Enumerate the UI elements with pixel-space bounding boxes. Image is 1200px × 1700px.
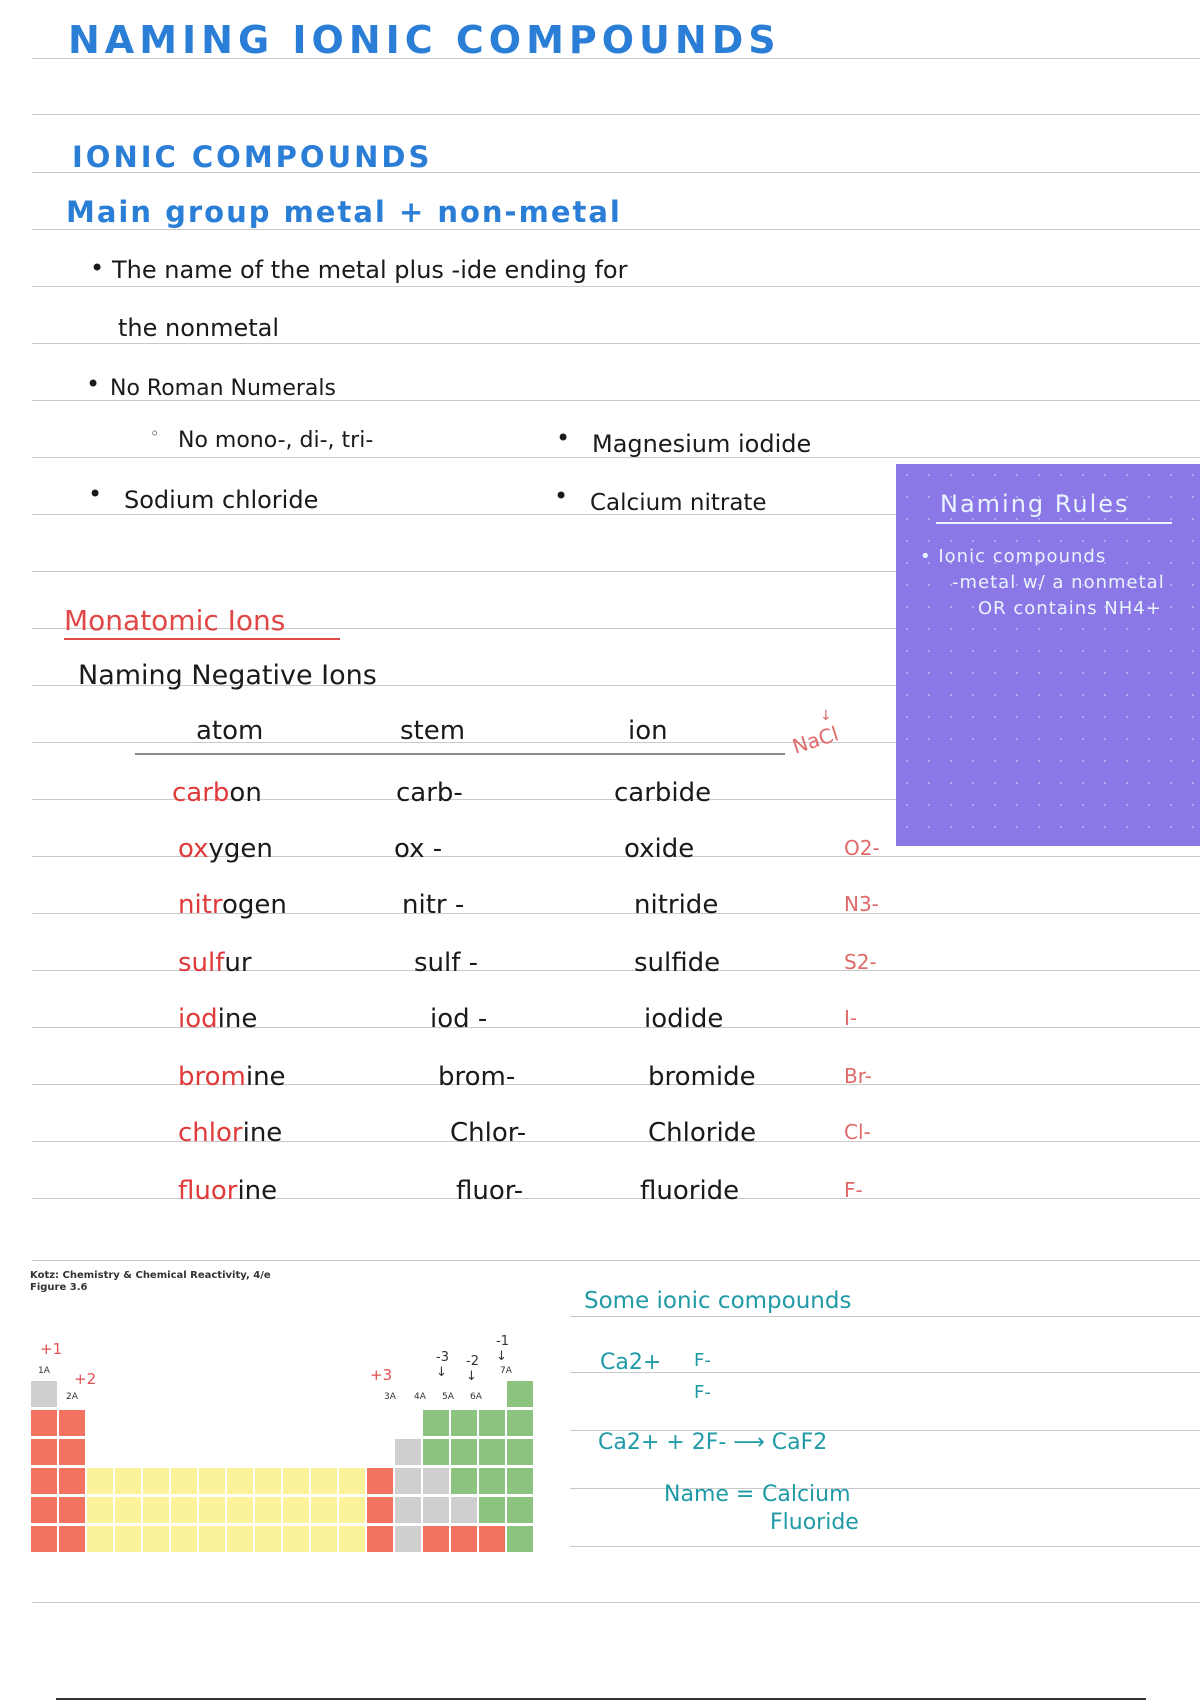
ion-row-atom xyxy=(178,1118,282,1148)
periodic-table-cell xyxy=(506,1525,534,1553)
ion-row-ion-name: sulfide xyxy=(634,948,721,978)
periodic-table-cell xyxy=(86,1525,114,1553)
ion-row-charge: N3- xyxy=(844,892,879,916)
ion-row-charge: Cl- xyxy=(844,1120,871,1144)
ion-row-stem: sulf - xyxy=(414,948,479,978)
ion-calcium: Ca2+ xyxy=(600,1350,662,1375)
notebook-rule xyxy=(32,286,1200,287)
notebook-rule xyxy=(32,1260,1200,1261)
notebook-rule xyxy=(32,114,1200,115)
periodic-table-cell xyxy=(30,1380,58,1408)
ion-row-charge: F- xyxy=(844,1178,863,1202)
periodic-table-cell xyxy=(114,1467,142,1495)
periodic-table-cell xyxy=(30,1467,58,1495)
ion-row-stem: brom- xyxy=(438,1062,516,1092)
atom-stem-part: brom xyxy=(178,1062,246,1092)
ion-row-ion-name: fluoride xyxy=(640,1176,740,1206)
notebook-rule xyxy=(32,229,1200,230)
periodic-table-cell xyxy=(366,1525,394,1553)
bullet-dot: • xyxy=(88,480,103,508)
periodic-table-cell xyxy=(170,1467,198,1495)
periodic-table-cell xyxy=(450,1438,478,1466)
atom-suffix-part: ine xyxy=(217,1004,258,1034)
periodic-table-cell xyxy=(310,1496,338,1524)
ion-row-ion-name: iodide xyxy=(644,1004,724,1034)
compound-name-fluoride: Fluoride xyxy=(770,1510,859,1535)
column-header-ion: ion xyxy=(628,716,668,746)
periodic-table-cell xyxy=(142,1467,170,1495)
annotation-plus3: +3 xyxy=(370,1366,393,1384)
atom-suffix-part: ur xyxy=(224,948,252,978)
ion-row-stem: fluor- xyxy=(456,1176,524,1206)
ion-row-stem: carb- xyxy=(396,778,463,808)
periodic-table-cell xyxy=(282,1525,310,1553)
periodic-table-cell xyxy=(254,1496,282,1524)
section-subheading-metal-nonmetal: Main group metal + non-metal xyxy=(66,195,622,229)
periodic-table-cell xyxy=(254,1467,282,1495)
periodic-table-caption xyxy=(30,1270,271,1294)
section-heading-monatomic-ions: Monatomic Ions xyxy=(64,604,286,637)
ion-fluoride-1: F- xyxy=(694,1350,711,1371)
group-label-1A: 1A xyxy=(38,1366,50,1376)
periodic-table-cell xyxy=(422,1409,450,1437)
periodic-table-cell xyxy=(366,1467,394,1495)
page-title: NAMING IONIC COMPOUNDS xyxy=(68,18,781,62)
periodic-table-cell xyxy=(506,1380,534,1408)
ion-row-ion-name: carbide xyxy=(614,778,712,808)
periodic-table-cell xyxy=(58,1496,86,1524)
ion-row-atom xyxy=(178,834,273,864)
periodic-table-cell xyxy=(478,1525,506,1553)
atom-suffix-part: ygen xyxy=(208,834,273,864)
example-calcium-nitrate: Calcium nitrate xyxy=(590,490,767,516)
bullet-text-line1: The name of the metal plus -ide ending for xyxy=(112,256,628,284)
periodic-table-cell xyxy=(478,1496,506,1524)
atom-stem-part: fluor xyxy=(178,1176,238,1206)
annotation-minus3: -3 ↓ xyxy=(436,1350,449,1380)
table-header-divider xyxy=(135,753,785,755)
atom-stem-part: chlor xyxy=(178,1118,243,1148)
periodic-table-cell xyxy=(422,1496,450,1524)
bullet-dot: • xyxy=(90,254,105,282)
annotation-minus1: -1 ↓ xyxy=(496,1334,509,1364)
periodic-table-cell xyxy=(394,1496,422,1524)
ion-row-atom xyxy=(178,1062,286,1092)
ion-row-ion-name: bromide xyxy=(648,1062,756,1092)
example-sodium-chloride: Sodium chloride xyxy=(124,486,319,514)
side-note-nacl: NaCl xyxy=(789,721,842,759)
group-label-4A: 4A xyxy=(414,1392,426,1402)
periodic-table-cell xyxy=(338,1496,366,1524)
bullet-dot: • xyxy=(556,424,571,452)
compound-name-calcium: Calcium xyxy=(762,1482,851,1507)
periodic-table-cell xyxy=(30,1496,58,1524)
periodic-table-cell xyxy=(114,1496,142,1524)
periodic-table-cell xyxy=(226,1496,254,1524)
caption-line-2: Figure 3.6 xyxy=(30,1282,88,1293)
ion-row-atom xyxy=(172,778,262,808)
notebook-rule xyxy=(32,343,1200,344)
periodic-table-cell xyxy=(170,1525,198,1553)
periodic-table-cell xyxy=(450,1467,478,1495)
annotation-plus2: +2 xyxy=(74,1370,97,1388)
sticky-line-1: • Ionic compounds xyxy=(920,546,1107,567)
periodic-table-cell xyxy=(338,1467,366,1495)
periodic-table-cell xyxy=(478,1438,506,1466)
column-header-stem: stem xyxy=(400,716,466,746)
atom-stem-part: carb xyxy=(172,778,230,808)
some-ionic-compounds-heading: Some ionic compounds xyxy=(584,1288,852,1314)
caption-line-1: Kotz: Chemistry & Chemical Reactivity, 4/e xyxy=(30,1270,271,1281)
ion-row-stem: ox - xyxy=(394,834,443,864)
atom-suffix-part: ogen xyxy=(222,890,287,920)
sticky-line-2: -metal w/ a nonmetal xyxy=(952,572,1165,593)
periodic-table-cell xyxy=(506,1496,534,1524)
annotation-plus1: +1 xyxy=(40,1340,63,1358)
atom-suffix-part: ine xyxy=(237,1176,278,1206)
periodic-table-cell xyxy=(450,1525,478,1553)
periodic-table-cell xyxy=(142,1525,170,1553)
periodic-table-cell xyxy=(422,1467,450,1495)
ion-row-stem: nitr - xyxy=(402,890,465,920)
periodic-table-cell xyxy=(86,1467,114,1495)
periodic-table-cell xyxy=(394,1438,422,1466)
ion-row-ion-name: Chloride xyxy=(648,1118,757,1148)
atom-suffix-part: ine xyxy=(245,1062,286,1092)
periodic-table-cell xyxy=(198,1525,226,1553)
periodic-table-cell xyxy=(310,1525,338,1553)
annotation-minus2: -2 ↓ xyxy=(466,1354,479,1384)
ion-row-charge: O2- xyxy=(844,836,880,860)
periodic-table-excerpt xyxy=(30,1380,550,1556)
periodic-table-cell xyxy=(506,1409,534,1437)
ion-row-atom xyxy=(178,1004,257,1034)
periodic-table-cell xyxy=(450,1496,478,1524)
ion-row-ion-name: nitride xyxy=(634,890,719,920)
periodic-table-cell xyxy=(254,1525,282,1553)
group-label-3A: 3A xyxy=(384,1392,396,1402)
sub-bullet-no-prefixes: No mono-, di-, tri- xyxy=(178,428,374,453)
compound-name-label: Name = xyxy=(664,1482,755,1507)
bullet-text-line2: the nonmetal xyxy=(118,314,280,342)
periodic-table-cell xyxy=(58,1438,86,1466)
side-note-arrow: ↓ xyxy=(820,708,832,724)
bullet-no-roman-numerals: No Roman Numerals xyxy=(110,376,336,401)
periodic-table-cell xyxy=(58,1467,86,1495)
example-magnesium-iodide: Magnesium iodide xyxy=(592,430,812,458)
periodic-table-cell xyxy=(338,1525,366,1553)
column-header-atom: atom xyxy=(196,716,264,746)
periodic-table-cell xyxy=(366,1496,394,1524)
periodic-table-cell xyxy=(58,1525,86,1553)
reaction-equation: Ca2+ + 2F- ⟶ CaF2 xyxy=(598,1430,828,1455)
ion-row-atom xyxy=(178,1176,277,1206)
periodic-table-cell xyxy=(506,1438,534,1466)
periodic-table-cell xyxy=(394,1467,422,1495)
notebook-rule xyxy=(570,1316,1200,1317)
atom-suffix-part: ine xyxy=(242,1118,283,1148)
periodic-table-cell xyxy=(170,1496,198,1524)
ion-row-stem: iod - xyxy=(430,1004,488,1034)
section-heading-ionic-compounds: IONIC COMPOUNDS xyxy=(72,140,433,174)
sticky-line-3: OR contains NH4+ xyxy=(978,598,1162,619)
bullet-dot: • xyxy=(554,482,569,510)
periodic-table-cell xyxy=(478,1409,506,1437)
periodic-table-cell xyxy=(86,1496,114,1524)
periodic-table-cell xyxy=(506,1467,534,1495)
notebook-rule xyxy=(570,1372,1200,1373)
periodic-table-cell xyxy=(450,1409,478,1437)
ion-row-stem: Chlor- xyxy=(450,1118,527,1148)
periodic-table-cell xyxy=(58,1409,86,1437)
ion-row-charge: Br- xyxy=(844,1064,872,1088)
periodic-table-cell xyxy=(282,1467,310,1495)
sticky-underline xyxy=(936,522,1172,524)
sub-bullet-circle: ◦ xyxy=(150,424,160,443)
ion-fluoride-2: F- xyxy=(694,1382,711,1403)
ion-row-ion-name: oxide xyxy=(624,834,695,864)
periodic-table-cell xyxy=(30,1525,58,1553)
atom-stem-part: ox xyxy=(178,834,209,864)
periodic-table-cell xyxy=(282,1496,310,1524)
ion-row-charge: I- xyxy=(844,1006,858,1030)
group-label-2A: 2A xyxy=(66,1392,78,1402)
periodic-table-cell xyxy=(198,1496,226,1524)
bullet-dot: • xyxy=(86,370,101,398)
periodic-table-cell xyxy=(114,1525,142,1553)
periodic-table-cell xyxy=(30,1438,58,1466)
atom-stem-part: nitr xyxy=(178,890,223,920)
monatomic-underline xyxy=(64,638,340,640)
periodic-table-cell xyxy=(394,1525,422,1553)
atom-suffix-part: on xyxy=(229,778,262,808)
periodic-table-cell xyxy=(310,1467,338,1495)
sticky-title: Naming Rules xyxy=(940,490,1130,518)
ion-row-atom xyxy=(178,948,252,978)
ion-row-charge: S2- xyxy=(844,950,877,974)
periodic-table-cell xyxy=(226,1525,254,1553)
periodic-table-cell xyxy=(422,1525,450,1553)
group-label-6A: 6A xyxy=(470,1392,482,1402)
periodic-table-cell xyxy=(30,1409,58,1437)
group-label-7A: 7A xyxy=(500,1366,512,1376)
periodic-table-cell xyxy=(198,1467,226,1495)
atom-stem-part: iod xyxy=(178,1004,218,1034)
group-label-5A: 5A xyxy=(442,1392,454,1402)
periodic-table-cell xyxy=(422,1438,450,1466)
ion-row-atom xyxy=(178,890,287,920)
notebook-rule xyxy=(570,1546,1200,1547)
naming-rules-sticky-note xyxy=(896,464,1200,846)
periodic-table-cell xyxy=(226,1467,254,1495)
periodic-table-cell xyxy=(478,1467,506,1495)
atom-stem-part: sulf xyxy=(178,948,225,978)
naming-negative-ions-heading: Naming Negative Ions xyxy=(78,660,377,691)
notebook-rule xyxy=(32,1602,1200,1603)
periodic-table-cell xyxy=(142,1496,170,1524)
